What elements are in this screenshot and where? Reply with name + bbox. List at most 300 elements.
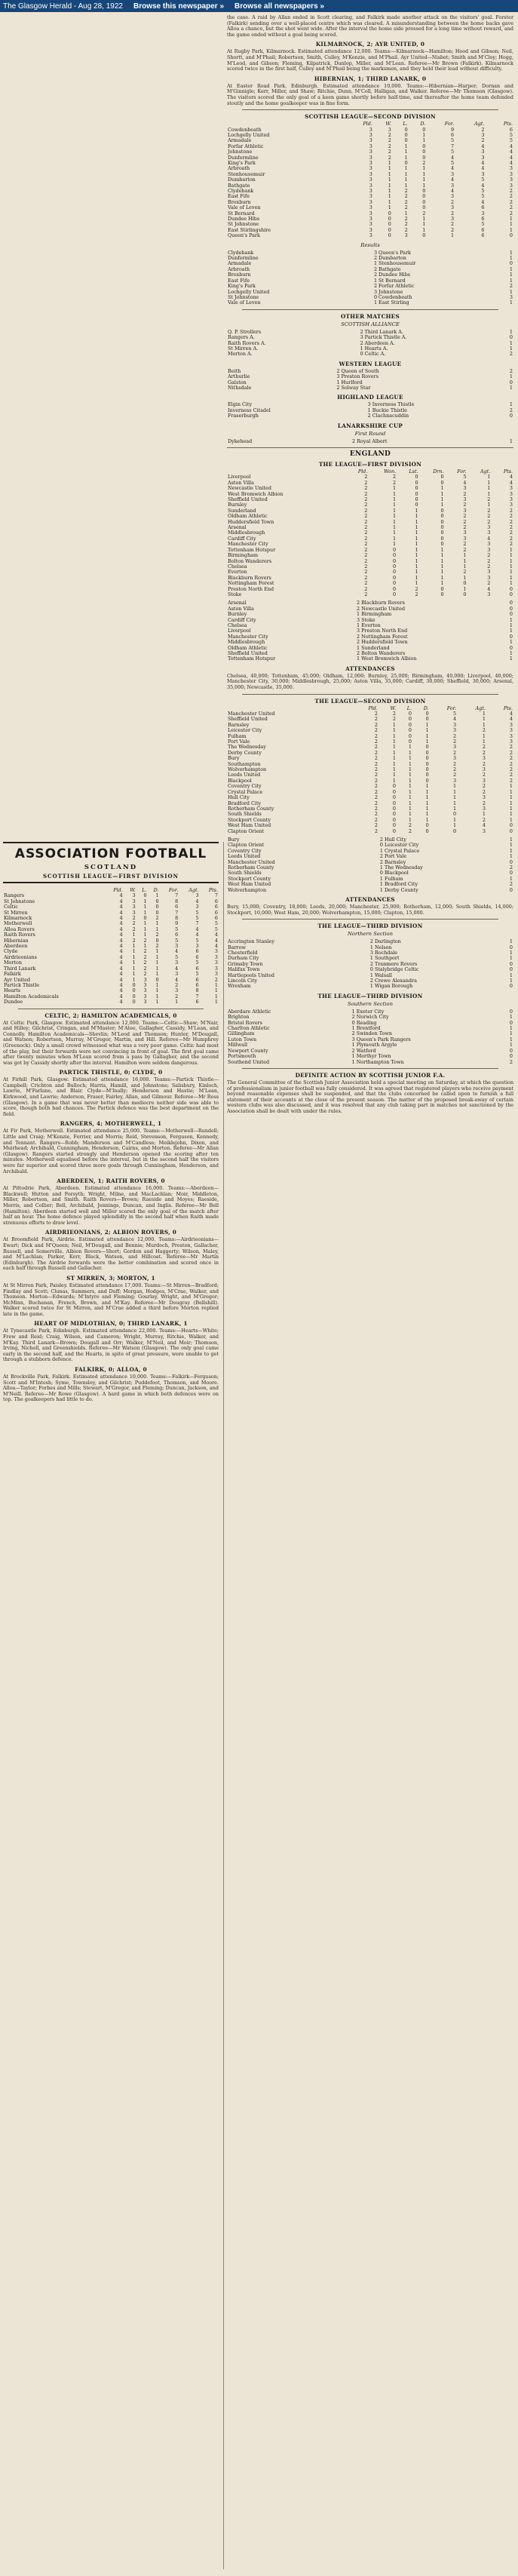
table-cell: 4 xyxy=(119,904,123,910)
club-name: Clapton Orient xyxy=(228,827,265,834)
table-cell: 2 xyxy=(487,513,491,520)
table-cell: 6 xyxy=(195,999,199,1006)
column-header: Pld. xyxy=(368,705,378,711)
table-cell: 1 xyxy=(392,738,396,745)
table-row xyxy=(3,944,219,949)
table-cell: 0 xyxy=(155,904,159,910)
table-cell: 0 xyxy=(408,727,412,734)
table-cell: 0 xyxy=(415,479,418,486)
table-cell: 3 xyxy=(487,530,491,536)
column-header: W. xyxy=(390,705,396,711)
table-cell: 1 xyxy=(408,788,412,795)
club-name: Liverpool xyxy=(228,474,251,481)
table-cell: 4 xyxy=(119,915,123,922)
table-cell: 2 xyxy=(388,137,391,144)
club-name: Newcastle United xyxy=(228,485,271,492)
home-team: King's Park xyxy=(228,283,256,290)
table-cell: 2 xyxy=(509,749,513,756)
table-cell: 3 xyxy=(369,131,372,138)
table-cell: 3 xyxy=(143,993,147,999)
club-name: Morton xyxy=(4,959,22,966)
table-cell: 0 xyxy=(452,827,457,834)
table-cell: 2 xyxy=(487,580,491,587)
table-cell: 3 xyxy=(481,210,485,216)
home-team: Nithsdale xyxy=(228,384,252,391)
table-cell: 2 xyxy=(463,546,467,553)
table-cell: 2 xyxy=(463,541,467,548)
table-cell: 0 xyxy=(392,788,396,795)
table-cell: 2 xyxy=(374,755,378,762)
away-team: East Stirling xyxy=(379,299,409,306)
home-score: 2 xyxy=(379,858,383,865)
browse-this-newspaper-link[interactable]: Browse this newspaper » xyxy=(133,2,225,11)
table-cell: 1 xyxy=(388,182,391,189)
away-team: Buckie Thistle xyxy=(372,407,407,413)
third-division-south-results xyxy=(227,1009,513,1065)
column-header: For. xyxy=(168,887,179,893)
table-cell: 0 xyxy=(440,591,444,597)
away-score: 0 xyxy=(509,334,513,341)
result-row xyxy=(227,290,513,295)
club-name: Leicester City xyxy=(228,727,262,734)
away-score: 2 xyxy=(509,864,513,870)
table-cell: 1 xyxy=(392,732,396,739)
table-cell: 1 xyxy=(155,953,159,960)
away-team: Wigan Borough xyxy=(374,983,413,990)
table-cell: 3 xyxy=(481,170,485,177)
table-cell: 0 xyxy=(440,474,444,481)
home-team: Inverness Citadel xyxy=(228,407,271,413)
away-score: 0 xyxy=(509,413,513,419)
table-cell: 1 xyxy=(425,738,429,745)
table-cell: 1 xyxy=(388,159,391,166)
table-cell: 1 xyxy=(143,909,147,916)
table-cell: 0 xyxy=(415,490,418,497)
column-header: For. xyxy=(444,121,455,127)
table-cell: 4 xyxy=(119,965,123,972)
table-cell: 3 xyxy=(369,182,372,189)
table-cell: 3 xyxy=(369,193,372,200)
home-team: Halifax Town xyxy=(228,966,260,973)
table-cell: 1 xyxy=(440,563,444,570)
table-cell: 3 xyxy=(509,182,513,189)
club-name: Vale of Leven xyxy=(228,204,261,211)
table-cell: 1 xyxy=(155,981,159,988)
table-cell: 0 xyxy=(388,221,391,228)
table-cell: 1 xyxy=(440,496,444,503)
table-cell: 1 xyxy=(392,721,396,728)
report-heading: ABERDEEN, 1; RAITH ROVERS, 0 xyxy=(57,1177,165,1185)
table-cell: 2 xyxy=(452,772,457,778)
table-cell: 1 xyxy=(440,546,444,553)
table-cell: 5 xyxy=(451,137,455,144)
report-heading: RANGERS, 4; MOTHERWELL, 1 xyxy=(60,1120,162,1128)
table-row xyxy=(3,972,219,977)
table-cell: 1 xyxy=(452,822,457,829)
table-cell: 0 xyxy=(408,721,412,728)
result-row xyxy=(227,1060,513,1065)
table-cell: 3 xyxy=(481,131,485,138)
table-cell: 2 xyxy=(482,744,486,751)
club-name: Johnstone xyxy=(228,149,253,155)
table-cell: 3 xyxy=(369,221,372,228)
table-cell: 1 xyxy=(415,563,418,570)
away-team: Watford xyxy=(356,1047,376,1054)
table-cell: 0 xyxy=(392,794,396,801)
home-team: Cardiff City xyxy=(228,616,256,623)
table-cell: 2 xyxy=(364,485,368,492)
table-cell: 2 xyxy=(155,915,159,922)
table-cell: 0 xyxy=(155,976,159,983)
table-cell: 1 xyxy=(509,788,513,795)
club-name: Bolton Wanderers xyxy=(228,557,272,564)
table-cell: 4 xyxy=(451,165,455,172)
table-cell: 7 xyxy=(175,892,179,899)
table-cell: 3 xyxy=(369,226,372,233)
club-name: Falkirk xyxy=(4,971,21,978)
table-cell: 2 xyxy=(452,732,457,739)
table-cell: 2 xyxy=(388,143,391,149)
table-cell: 3 xyxy=(132,909,136,916)
away-score: 1 xyxy=(509,950,513,956)
table-cell: 5 xyxy=(509,137,513,144)
alliance-heading: SCOTTISH ALLIANCE xyxy=(341,321,400,327)
table-row xyxy=(3,904,219,910)
away-score: 0 xyxy=(509,633,513,640)
table-cell: 1 xyxy=(404,170,408,177)
table-cell: 3 xyxy=(404,232,408,239)
table-cell: 4 xyxy=(481,165,485,172)
table-cell: 2 xyxy=(364,524,368,531)
table-cell: 0 xyxy=(143,892,147,899)
home-team: Gillingham xyxy=(228,1030,255,1037)
table-cell: 3 xyxy=(509,177,513,183)
table-row xyxy=(227,559,513,564)
away-score: 1 xyxy=(509,1025,513,1032)
away-team: Northampton Town xyxy=(356,1058,404,1065)
club-name: Airdrieonians xyxy=(4,953,37,960)
table-cell: 3 xyxy=(132,904,136,910)
table-cell: 2 xyxy=(374,827,378,834)
home-team: Lincoln City xyxy=(228,978,258,984)
club-name: Oldham Athletic xyxy=(228,513,268,520)
away-team: The Wednesday xyxy=(384,864,423,870)
table-cell: 2 xyxy=(481,137,485,144)
table-cell: 2 xyxy=(374,794,378,801)
table-cell: 2 xyxy=(451,198,455,205)
table-cell: 2 xyxy=(509,772,513,778)
report-heading: KILMARNOCK, 2; AYR UNITED, 0 xyxy=(315,41,425,48)
away-team: Newcastle United xyxy=(361,605,406,612)
table-cell: 2 xyxy=(364,552,368,559)
table-cell: 2 xyxy=(482,783,486,790)
club-name: Nottingham Forest xyxy=(228,580,274,587)
result-row xyxy=(227,352,513,357)
table-cell: 1 xyxy=(415,530,418,536)
table-cell: 4 xyxy=(451,177,455,183)
home-team: Raith Rovers A. xyxy=(228,339,266,346)
report-body: At Fir Park, Motherwell. Estimated attendance 25,000. Teams:—Motherwell—Rundell; Little and Craig; M'Kenzie, Ferrier, and Morris; Reid, Stevenson, Ferguson, Kennedy, and Tennant. Rangers—Robb; Manderson and M'Candless; Meiklejohn, Dixon, and Muirhead; Archibald, Cunningham, Henderson, Cairns, and Morton. Referee—Mr Allan (Glasgow). Rangers started strongly and Henderson opened the scoring after ten minutes. Motherwell equalised before the interval, but in the second half the visitors were far superior and scored three more goals through Cunningham, Henderson, and Archibald. xyxy=(3,1128,219,1174)
table-cell: 0 xyxy=(404,137,408,144)
report-body: At Brockville Park, Falkirk. Estimated attendance 10,000. Teams:—Falkirk—Ferguson; Scott and M'Intosh; Syme, Townsley, and Gilchrist; Puddefoot, Thomson, and Moore. Alloa—Taylor; Forbes and Mills; Stewart, M'Gregor, and Fleming; Duncan, Jackson, and M'Neill. Referee—Mr Rowe (Glasgow). A hard game in which both defences were on top. The goalkeepers had little to do. xyxy=(3,1374,219,1403)
home-team: Hartlepools United xyxy=(228,972,274,978)
away-team: Royal Albert xyxy=(357,438,388,444)
table-cell: 2 xyxy=(143,959,147,966)
table-cell: 3 xyxy=(509,721,513,728)
table-cell: 2 xyxy=(155,932,159,938)
table-cell: 8 xyxy=(175,915,179,922)
away-team: Solway Star xyxy=(341,384,371,391)
table-cell: 0 xyxy=(408,716,412,723)
home-team: Aston Villa xyxy=(228,605,254,612)
table-cell: 0 xyxy=(415,485,418,492)
table-row xyxy=(3,999,219,1005)
home-team: Beith xyxy=(228,367,241,374)
club-name: The Wednesday xyxy=(228,744,266,751)
table-cell: 2 xyxy=(374,749,378,756)
home-team: Accrington Stanley xyxy=(228,938,274,945)
home-score: 1 xyxy=(357,656,360,662)
table-cell: 2 xyxy=(374,800,378,806)
table-row xyxy=(227,784,513,789)
browse-all-newspapers-link[interactable]: Browse all newspapers » xyxy=(234,2,324,11)
table-cell: 1 xyxy=(393,535,397,542)
away-score: 0 xyxy=(509,960,513,967)
english-second-division-heading: THE LEAGUE—SECOND DIVISION xyxy=(314,697,426,705)
home-team: Newport County xyxy=(228,1047,268,1054)
home-team: Luton Town xyxy=(228,1036,257,1042)
result-row xyxy=(227,413,513,419)
table-cell: 2 xyxy=(364,563,368,570)
away-score: 1 xyxy=(509,277,513,284)
away-score: 1 xyxy=(509,1030,513,1037)
away-team: Plymouth Argyle xyxy=(356,1042,397,1049)
attendances-text: Chelsea, 40,000; Tottenham, 45,000; Oldham, 12,000; Burnley, 25,000; Birmingham, 40,000; Liverpool, 40,000; Manchester City, 30,000; Middlesbrough, 25,000; Aston Villa, 35,000; Cardiff, 30,000; Sheffield, 30,000; Arsenal, 35,000; Newcastle, 35,000. xyxy=(227,672,513,690)
home-team: Southend United xyxy=(228,1058,270,1065)
away-score: 1 xyxy=(509,266,513,272)
report-body: At Celtic Park, Glasgow. Estimated attendance 12,000. Teams:—Celtic—Shaw; M'Nair, and Hilley; Gilchrist, Cringan, and M'Master; M'Atee, Gallagher, Cassidy, M'Lean, and Connolly. Hamilton Academicals—Shevlin; M'Leod and Thomson; Hunter, M'Dougall, and Watson; Robertson, Murray, M'Gregor, Martin, and Hill. Referee—Mr Humphrey (Greenock). Only a small crowd witnessed what was a very poor game. Celtic had most of the play, but their forwards were not convincing in front of goal. The first goal came after twenty minutes when M'Lean scored from a pass by Gallagher, and the second was got by Cassidy shortly after the interval. Hamilton were seldom dangerous. xyxy=(3,1019,219,1066)
table-cell: 1 xyxy=(393,518,397,525)
table-cell: 4 xyxy=(463,479,467,486)
table-cell: 2 xyxy=(374,744,378,751)
table-cell: 2 xyxy=(364,513,368,520)
table-cell: 2 xyxy=(143,965,147,972)
home-score: 0 xyxy=(379,870,383,877)
table-cell: 3 xyxy=(509,727,513,734)
table-cell: 0 xyxy=(392,800,396,806)
table-cell: 1 xyxy=(393,490,397,497)
table-cell: 2 xyxy=(388,154,391,161)
club-name: Sheffield United xyxy=(228,496,268,503)
table-cell: 2 xyxy=(364,518,368,525)
table-cell: 2 xyxy=(404,204,408,211)
home-score: 2 xyxy=(357,650,360,656)
report-body: At Rugby Park, Kilmarnock. Estimated attendance 12,000. Teams:—Kilmarnock—Hamilton; Hood and Gibson; Neil, Shortt, and M'Phail; Robertson, Smith, Culley, M'Kenzie, and M'Phail. Ayr United—Nisbet; Smith and M'Cloy; Hogg, M'Leod, and Gibson; Fleming, Kilpatrick, Dunlop, Miller, and M'Lean. Referee—Mr Brown (Falkirk). Kilmarnock scored twice in the first half, Culley and M'Phail being the marksmen, and they held their lead without difficulty. xyxy=(227,48,513,72)
table-cell: 0 xyxy=(440,524,444,531)
table-cell: 4 xyxy=(487,535,491,542)
club-name: Derby County xyxy=(228,749,262,756)
away-team: Crewe Alexandra xyxy=(374,978,417,984)
home-score: 1 xyxy=(379,847,383,854)
table-cell: 2 xyxy=(143,948,147,955)
table-cell: 3 xyxy=(369,210,372,216)
junior-fa-article: The General Committee of the Scottish Junior Association held a special meeting on Saturday, at which the question of professionalism in junior football was fully considered. It was agreed that registered players who receive payment beyond reasonable expenses shall be suspended, and that the clubs concerned be called upon to furnish a full statement of their accounts at the close of the present season. The matter of the proposed break-away of certain western clubs was also discussed, and it was resolved that any club taking part in matches not sanctioned by the Association shall be dealt with under the rules. xyxy=(227,1079,513,1114)
club-name: Dunfermline xyxy=(228,154,259,161)
table-cell: 4 xyxy=(481,159,485,166)
table-cell: 3 xyxy=(369,198,372,205)
home-score: 2 xyxy=(357,633,360,640)
result-row xyxy=(227,261,513,266)
scottish-second-division-table xyxy=(227,121,513,239)
column-header: Drn. xyxy=(433,468,444,474)
away-team: Brentford xyxy=(356,1025,381,1032)
result-row xyxy=(227,837,513,843)
southern-section-heading: Southern Section xyxy=(348,1000,393,1007)
table-cell: 3 xyxy=(143,999,147,1006)
away-score: 1 xyxy=(509,328,513,335)
table-cell: 3 xyxy=(482,827,486,834)
result-row xyxy=(227,272,513,278)
table-cell: 3 xyxy=(214,948,218,955)
table-cell: 2 xyxy=(487,557,491,564)
table-cell: 2 xyxy=(509,188,513,194)
table-cell: 1 xyxy=(408,777,412,784)
table-cell: 2 xyxy=(404,188,408,194)
table-cell: 1 xyxy=(388,177,391,183)
table-cell: 0 xyxy=(422,149,426,155)
table-cell: 1 xyxy=(509,811,513,818)
home-score: 1 xyxy=(351,1042,355,1049)
table-cell: 1 xyxy=(509,816,513,823)
away-score: 2 xyxy=(509,1058,513,1065)
table-row xyxy=(3,938,219,944)
table-cell: 2 xyxy=(364,580,368,587)
club-name: Queen's Park xyxy=(228,232,260,239)
table-cell: 0 xyxy=(415,474,418,481)
table-cell: 0 xyxy=(143,915,147,922)
table-cell: 1 xyxy=(487,485,491,492)
home-score: 2 xyxy=(367,413,371,419)
column-header: L. xyxy=(403,121,408,127)
away-team: Blackburn Rovers xyxy=(361,600,405,606)
away-team: Nelson xyxy=(374,944,392,950)
club-name: East Fife xyxy=(228,193,250,200)
home-score: 1 xyxy=(379,875,383,882)
table-cell: 0 xyxy=(422,193,426,200)
table-cell: 6 xyxy=(481,216,485,223)
home-team: Oldham Athletic xyxy=(228,644,268,651)
table-cell: 2 xyxy=(404,216,408,223)
table-cell: 1 xyxy=(392,749,396,756)
club-name: St Bernard xyxy=(228,210,255,216)
table-cell: 6 xyxy=(195,976,199,983)
home-team: Elgin City xyxy=(228,401,253,408)
away-score: 3 xyxy=(509,293,513,300)
table-cell: 1 xyxy=(415,541,418,548)
home-team: Manchester United xyxy=(228,858,275,865)
table-cell: 2 xyxy=(509,760,513,767)
away-team: Partick Thistle A. xyxy=(364,334,407,341)
away-score: 1 xyxy=(509,1036,513,1042)
report-body: At St Mirren Park, Paisley. Estimated attendance 17,000. Teams:—St Mirren—Bradford; Findlay and Scott; Clunas, Summers, and Duff; Morgan, Hodges, M'Crae, Walker, and Thomson. Morton—Edwards; M'Intyre and Fleming; Gourlay, Wright, and M'Gregor; McMinn, Buchanan, French, Brown, and M'Kay. Referee—Mr Dougray (Bellshill). Walker scored twice for St Mirren, and M'Crae added a third before Morton replied late in the game. xyxy=(3,1282,219,1317)
table-cell: 7 xyxy=(195,920,199,927)
table-cell: 3 xyxy=(509,738,513,745)
table-cell: 3 xyxy=(369,177,372,183)
third-division-south-heading: THE LEAGUE—THIRD DIVISION xyxy=(317,992,423,999)
club-name: Sheffield United xyxy=(228,716,268,723)
table-cell: 2 xyxy=(482,788,486,795)
home-score: 0 xyxy=(379,842,383,849)
table-cell: 1 xyxy=(425,794,429,801)
home-team: Fraserburgh xyxy=(228,413,259,419)
table-cell: 1 xyxy=(132,948,136,955)
table-cell: 7 xyxy=(175,909,179,916)
table-cell: 1 xyxy=(452,783,457,790)
club-name: Raith Rovers xyxy=(4,932,35,938)
table-cell: 2 xyxy=(175,993,179,999)
table-cell: 1 xyxy=(451,232,455,239)
away-team: Hurlford xyxy=(341,379,363,385)
away-score: 1 xyxy=(509,628,513,634)
table-cell: 1 xyxy=(393,513,397,520)
divider xyxy=(227,447,513,448)
club-name: Southampton xyxy=(228,760,261,767)
table-cell: 1 xyxy=(440,569,444,576)
table-cell: 2 xyxy=(509,530,513,536)
result-row xyxy=(227,300,513,305)
table-cell: 1 xyxy=(425,721,429,728)
results-heading: Results xyxy=(360,241,380,248)
table-row xyxy=(3,893,219,898)
column-header: L. xyxy=(406,705,412,711)
table-cell: 1 xyxy=(422,170,426,177)
table-cell: 5 xyxy=(195,909,199,916)
table-cell: 1 xyxy=(422,216,426,223)
table-cell: 3 xyxy=(369,149,372,155)
england-heading: ENGLAND xyxy=(349,450,391,458)
table-cell: 8 xyxy=(195,987,199,994)
attendances-text: Bury, 15,000; Coventry, 18,000; Leeds, 20,000; Manchester, 25,000; Rotherham, 12,000; South Shields, 14,000; Stockport, 10,000; West Ham, 20,000; Wolverhampton, 15,000; Clapton, 15,000. xyxy=(227,904,513,916)
table-cell: 1 xyxy=(388,204,391,211)
table-cell: 3 xyxy=(369,143,372,149)
table-cell: 0 xyxy=(415,496,418,503)
away-team: Stenhousemuir xyxy=(379,260,416,267)
home-team: Clydebank xyxy=(228,249,254,256)
table-cell: 2 xyxy=(463,513,467,520)
column-header: Pts. xyxy=(503,705,513,711)
table-cell: 3 xyxy=(509,732,513,739)
home-score: 2 xyxy=(369,978,373,984)
table-cell: 2 xyxy=(374,788,378,795)
table-cell: 0 xyxy=(422,188,426,194)
table-cell: 3 xyxy=(369,126,372,133)
report-body: At Broomfield Park, Airdrie. Estimated attendance 12,000. Teams:—Airdrieonians—Ewart; Dick and M'Queen; Neil, M'Dougall, and Bennie; Murdoch, Preston, Gallacher, Russell, and Somerville. Albion Rovers—Short; Gordon and Haggerty; Wilson, Maley, and M'Lachlan; Parker, Kerr, Black, Watson, and Hillcoat. Referee—Mr Martin (Edinburgh). The Airdrie forwards were the better combination and scored once in each half through Russell and Gallacher. xyxy=(3,1236,219,1272)
away-team: Everton xyxy=(361,622,381,628)
table-cell: 0 xyxy=(388,216,391,223)
home-team: South Shields xyxy=(228,870,262,877)
table-cell: 1 xyxy=(404,143,408,149)
table-cell: 4 xyxy=(481,198,485,205)
away-team: Cowdenbeath xyxy=(379,293,412,300)
table-cell: 6 xyxy=(195,948,199,955)
divider xyxy=(242,109,498,110)
table-cell: 6 xyxy=(214,909,218,916)
table-cell: 4 xyxy=(481,182,485,189)
home-team: Broxburn xyxy=(228,272,251,278)
table-cell: 3 xyxy=(509,496,513,503)
table-cell: 4 xyxy=(195,926,199,932)
table-cell: 1 xyxy=(404,177,408,183)
